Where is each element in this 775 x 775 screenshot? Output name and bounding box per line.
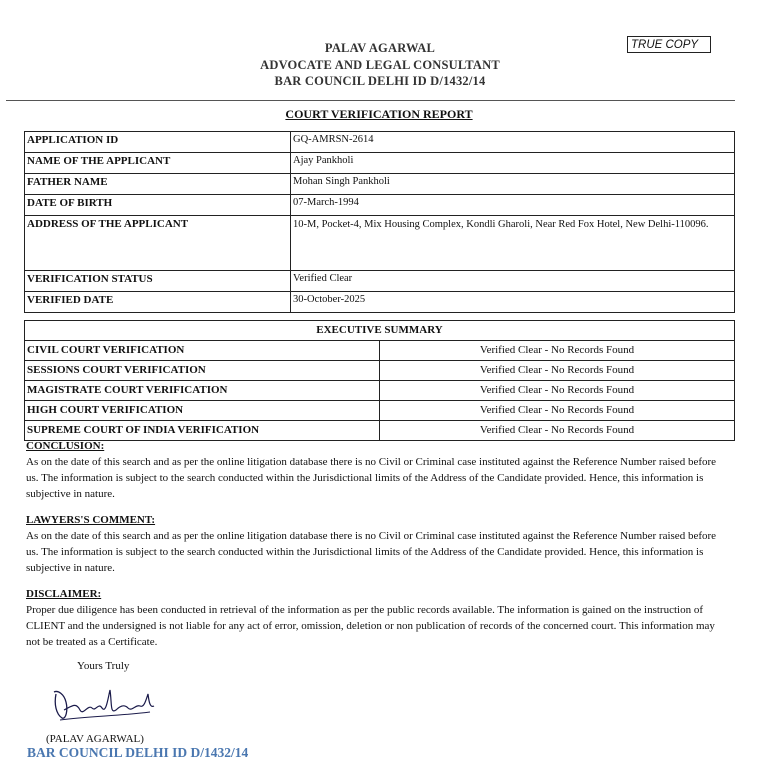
summary-label: HIGH COURT VERIFICATION (25, 401, 380, 421)
table-header-row (25, 321, 735, 341)
executive-summary-table (24, 320, 735, 441)
summary-label: SUPREME COURT OF INDIA VERIFICATION (25, 421, 380, 441)
detail-label: VERIFIED DATE (25, 292, 291, 313)
detail-value: 10-M, Pocket-4, Mix Housing Complex, Kondli Gharoli, Near Red Fox Hotel, New Delhi-110096. (291, 216, 735, 271)
summary-label: CIVIL COURT VERIFICATION (25, 341, 380, 361)
lawyers-comment-heading: LAWYERS'S COMMENT: (26, 514, 156, 526)
disclaimer-text: Proper due diligence has been conducted in retrieval of the information as per the public records available. The information is gained on the instruction of CLIENT and the undersigned is not liable for any act of error, omission, deletion or non publication of records of the concerned court. This information may not be treated as a Certificate. (26, 604, 715, 648)
footer-bar-council-id: BAR COUNCIL DELHI ID D/1432/14 (27, 745, 249, 760)
detail-label: VERIFICATION STATUS (25, 271, 291, 292)
summary-value: Verified Clear - No Records Found (380, 401, 735, 421)
summary-value: Verified Clear - No Records Found (380, 381, 735, 401)
disclaimer-section (26, 586, 726, 650)
summary-value: Verified Clear - No Records Found (380, 421, 735, 441)
conclusion-section (26, 438, 726, 502)
table-row (25, 216, 735, 271)
closing-salutation: Yours Truly (77, 660, 130, 672)
table-row (25, 153, 735, 174)
detail-label: DATE OF BIRTH (25, 195, 291, 216)
advocate-title: ADVOCATE AND LEGAL CONSULTANT (260, 57, 500, 72)
header-divider (6, 100, 735, 101)
summary-value: Verified Clear - No Records Found (380, 361, 735, 381)
table-row (25, 271, 735, 292)
detail-label: ADDRESS OF THE APPLICANT (25, 216, 291, 271)
lawyers-comment-text: As on the date of this search and as per the online litigation database there is no Civil or Criminal case instituted against the Reference Number raised before us. The information is subject to the search conducted within the Jurisdictional limits of the Address of the Candidate provided. Hence, this information is subjective in nature. (26, 530, 717, 574)
table-row (25, 174, 735, 195)
detail-value: Ajay Pankholi (291, 153, 735, 174)
summary-value: Verified Clear - No Records Found (380, 341, 735, 361)
detail-value: 30-October-2025 (291, 292, 735, 313)
true-copy-stamp: TRUE COPY (627, 36, 711, 53)
bar-council-id: BAR COUNCIL DELHI ID D/1432/14 (274, 74, 486, 88)
table-row (25, 292, 735, 313)
table-row (25, 381, 735, 401)
signatory-name: (PALAV AGARWAL) (46, 733, 144, 745)
report-title: COURT VERIFICATION REPORT (285, 107, 473, 121)
table-row (25, 132, 735, 153)
conclusion-heading: CONCLUSION: (26, 440, 105, 452)
table-row (25, 401, 735, 421)
detail-label: NAME OF THE APPLICANT (25, 153, 291, 174)
advocate-name: PALAV AGARWAL (324, 41, 436, 55)
conclusion-text: As on the date of this search and as per the online litigation database there is no Civil or Criminal case instituted against the Reference Number raised before us. The information is subject to the search conducted within the Jurisdictional limits of the Address of the Candidate provided. Hence, this information is subjective in nature. (26, 456, 717, 500)
table-row (25, 361, 735, 381)
summary-heading: EXECUTIVE SUMMARY (25, 321, 735, 341)
summary-label: SESSIONS COURT VERIFICATION (25, 361, 380, 381)
table-row (25, 341, 735, 361)
detail-label: APPLICATION ID (25, 132, 291, 153)
signature-image (50, 680, 160, 724)
lawyers-comment-section (26, 512, 726, 576)
detail-value: GQ-AMRSN-2614 (291, 132, 735, 153)
detail-value: Mohan Singh Pankholi (291, 174, 735, 195)
table-row (25, 195, 735, 216)
applicant-details-table (24, 131, 735, 313)
detail-value: Verified Clear (291, 271, 735, 292)
disclaimer-heading: DISCLAIMER: (26, 588, 102, 600)
detail-value: 07-March-1994 (291, 195, 735, 216)
summary-label: MAGISTRATE COURT VERIFICATION (25, 381, 380, 401)
detail-label: FATHER NAME (25, 174, 291, 195)
